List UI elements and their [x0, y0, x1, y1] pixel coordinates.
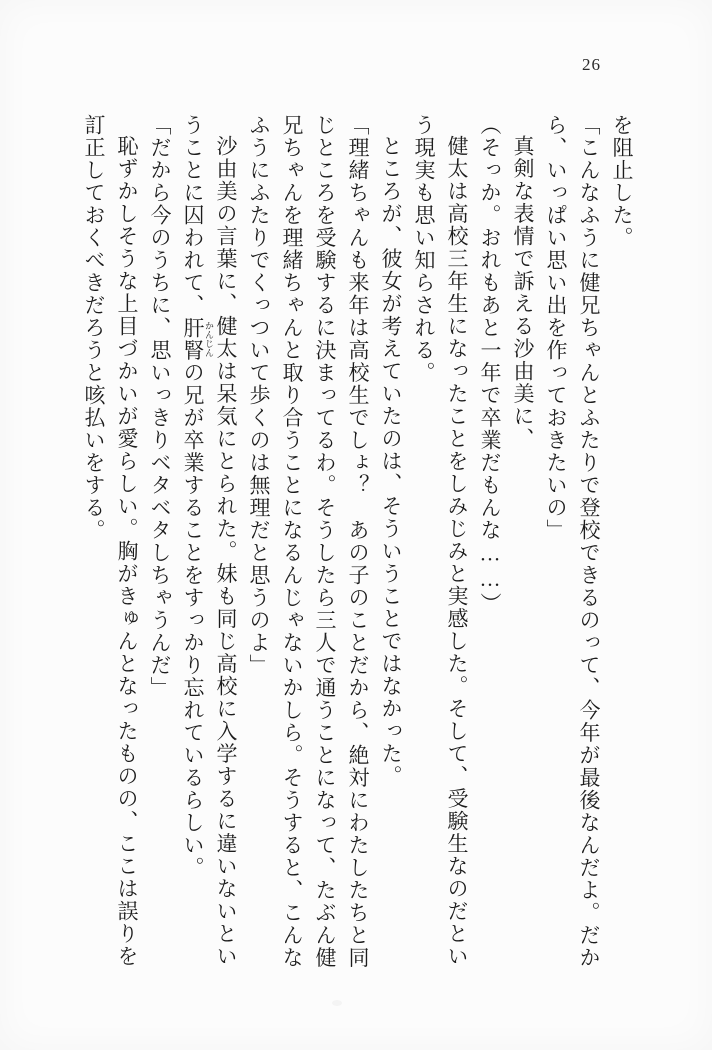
paragraph-4: （そっか。おれもあと一年で卒業だもんな……）	[478, 114, 502, 615]
paragraph-7: 「理緒ちゃんも来年は高校生でしょ？ あの子のことだから、絶対にわたしたちと同じところを受験するに決まってるわ。そうしたら三人で通うことになって、たぶん健兄ちゃんを理緒ちゃんと取り合うことになるんじゃないかしら。そうすると、こんなふうにふたりでくっついて歩くのは無理だと思うのよ」	[247, 114, 370, 969]
paragraph-1: を阻止した。	[610, 114, 634, 249]
furigana-term: 肝腎 かんじん	[181, 316, 214, 362]
paragraph-5: 健太は高校三年生になったことをしみじみと実感した。そして、受験生なのだという現実も思い知らされる。	[412, 114, 469, 968]
paragraph-6: ところが、彼女が考えていたのは、そういうことではなかった。	[379, 135, 403, 788]
paragraph-2: 「こんなふうに健兄ちゃんとふたりで登校できるのって、今年が最後なんだよ。だから、いっぱい思い出を作っておきたいの」	[544, 114, 601, 969]
paragraph-8: 沙由美の言葉に、健太は呆気にとられた。妹も同じ高校に入学するに違いないということに囚われて、肝腎 かんじんの兄が卒業することをすっかり忘れているらしい。	[181, 114, 238, 968]
text-body	[74, 114, 638, 988]
paragraph-10: 恥ずかしそうな上目づかいが愛らしい。胸がきゅんとなったものの、ここは誤りを訂正しておくべきだろうと咳払いをする。	[82, 114, 139, 968]
paragraph-3: 真剣な表情で訴える沙由美に、	[511, 135, 535, 450]
page-number: 26	[582, 55, 601, 74]
scan-artifact	[332, 1000, 342, 1006]
paragraph-9: 「だから今のうちに、思いっきりベタベタしちゃうんだ」	[148, 114, 172, 699]
